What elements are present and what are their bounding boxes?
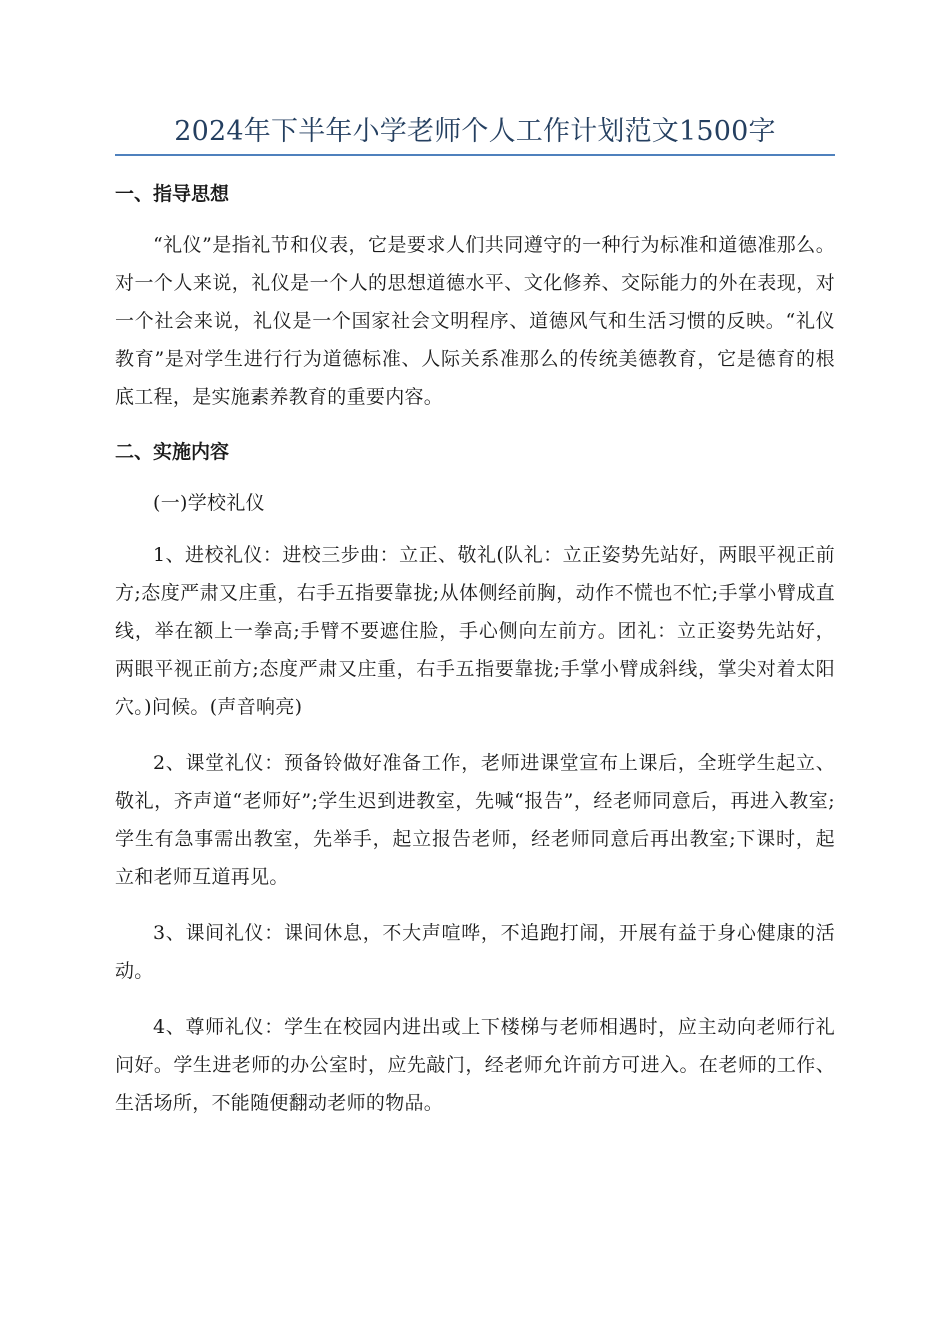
document-body [115,176,835,1122]
section-paragraph: “礼仪”是指礼节和仪表，它是要求人们共同遵守的一种行为标准和道德准那么。对一个人来说，礼仪是一个人的思想道德水平、文化修养、交际能力的外在表现，对一个社会来说，礼仪是一个国家社会文明程序、道德风气和生活习惯的反映。“礼仪教育”是对学生进行行为道德标准、人际关系准那么的传统美德教育，它是德育的根底工程，是实施素养教育的重要内容。 [115,234,835,408]
list-item: 3、课间礼仪：课间休息，不大声喧哗，不追跑打闹，开展有益于身心健康的活动。 [115,922,835,982]
subsection-heading-school-etiquette: (一)学校礼仪 [153,492,265,514]
document-title: 2024年下半年小学老师个人工作计划范文1500字 [174,116,776,147]
list-item: 1、进校礼仪：进校三步曲：立正、敬礼(队礼：立正姿势先站好，两眼平视正前方;态度严肃又庄重，右手五指要靠拢;从体侧经前胸，动作不慌也不忙;手掌小臂成直线，举在额上一拳高;手臂不要遮住脸，手心侧向左前方。团礼：立正姿势先站好，两眼平视正前方;态度严肃又庄重，右手五指要靠拢;手掌小臂成斜线，掌尖对着太阳穴。)问候。(声音响亮) [115,544,835,718]
list-item: 4、尊师礼仪：学生在校园内进出或上下楼梯与老师相遇时，应主动向老师行礼问好。学生进老师的办公室时，应先敲门，经老师允许前方可进入。在老师的工作、生活场所，不能随便翻动老师的物品。 [115,1016,835,1114]
section-heading-implementation: 二、实施内容 [115,441,230,463]
section-heading-guiding-thought: 一、指导思想 [115,183,230,205]
title-underline [115,154,835,156]
list-item: 2、课堂礼仪：预备铃做好准备工作，老师进课堂宣布上课后，全班学生起立、敬礼，齐声道“老师好”;学生迟到进教室，先喊“报告”，经老师同意后，再进入教室;学生有急事需出教室，先举手，起立报告老师，经老师同意后再出教室;下课时，起立和老师互道再见。 [115,752,835,888]
